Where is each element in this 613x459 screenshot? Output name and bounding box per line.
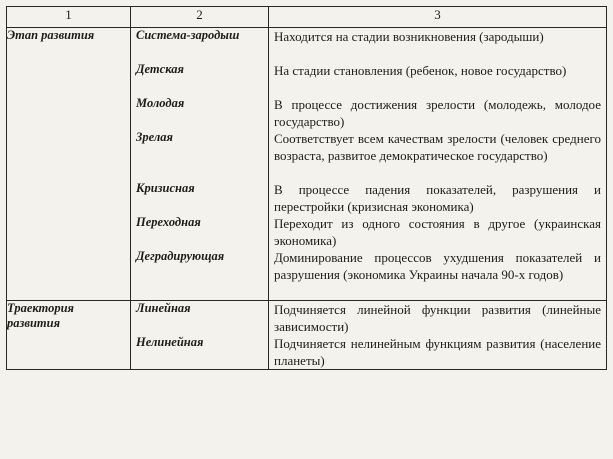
- header-row: [7, 7, 607, 28]
- category-cell: Траектория развития: [7, 301, 131, 370]
- table-row: [7, 301, 607, 370]
- subcategory-label: Детская: [136, 62, 184, 76]
- column-header-1: 1: [7, 7, 131, 28]
- description-text: В процессе падения показателей, разрушения и перестройки (кризисная экономика): [274, 182, 601, 214]
- subcategory-label: Переходная: [136, 215, 201, 229]
- description-text: Подчиняется нелинейным функциям развития (население планеты): [274, 336, 601, 368]
- category-cell: Этап развития: [7, 28, 131, 301]
- description-text: Доминирование процессов ухудшения показателей и разрушения (экономика Украины начала 90-х годов): [274, 250, 601, 282]
- description-text: В процессе достижения зрелости (молодежь, молодое государство): [274, 97, 601, 129]
- subcategory-label: Зрелая: [136, 130, 173, 144]
- description-text: На стадии становления (ребенок, новое государство): [274, 63, 567, 78]
- subcategory-label: Система-зародыш: [136, 28, 240, 42]
- subcategory-label: Нелинейная: [136, 335, 204, 349]
- description-text: Переходит из одного состояния в другое (украинская экономика): [274, 216, 601, 248]
- subcategory-cell: [131, 28, 269, 301]
- table-row: [7, 28, 607, 301]
- subcategory-label: Деградирующая: [136, 249, 225, 263]
- column-header-2: 2: [131, 7, 269, 28]
- classification-table: [6, 6, 607, 370]
- description-cell: [269, 28, 607, 301]
- description-text: Соответствует всем качествам зрелости (человек среднего возраста, развитое демократическое государство): [274, 131, 601, 163]
- description-text: Подчиняется линейной функции развития (линейные зависимости): [274, 302, 601, 334]
- subcategory-label: Кризисная: [136, 181, 195, 195]
- subcategory-label: Линейная: [136, 301, 191, 315]
- subcategory-cell: [131, 301, 269, 370]
- subcategory-label: Молодая: [136, 96, 185, 110]
- column-header-3: 3: [269, 7, 607, 28]
- description-text: Находится на стадии возникновения (зародыши): [274, 29, 544, 44]
- description-cell: [269, 301, 607, 370]
